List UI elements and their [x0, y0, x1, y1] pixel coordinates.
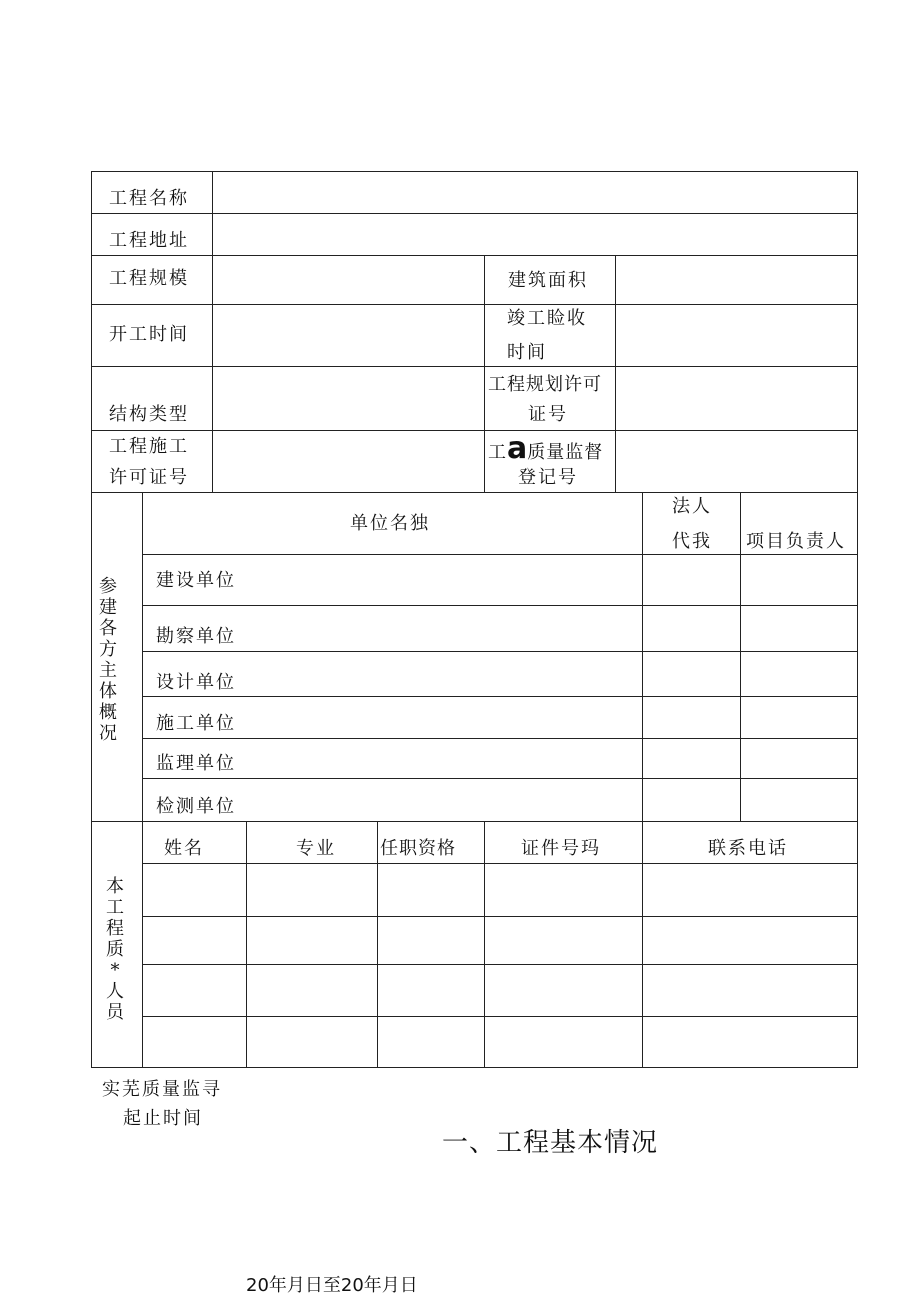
row-divider: [142, 738, 858, 739]
row-divider: [142, 554, 858, 555]
party-row-supervision: 监理单位: [156, 753, 236, 774]
project-name-value[interactable]: [213, 172, 857, 213]
table-border-right: [857, 171, 858, 1068]
supervision-dates: 20年月日至20年月日: [246, 1275, 418, 1296]
col-divider: [377, 821, 378, 1068]
planning-permit-value[interactable]: [616, 367, 857, 430]
col-divider: [142, 492, 143, 1068]
parties-section-label: 参建各方主体概况: [99, 576, 117, 744]
row-divider: [142, 863, 858, 864]
legal-rep-header-line1: 法人: [672, 496, 712, 517]
col-divider: [740, 492, 741, 822]
personnel-header-name: 姓名: [164, 838, 204, 859]
completion-time-value[interactable]: [616, 305, 857, 366]
col-divider: [484, 255, 485, 493]
quality-registration-label-line2: 登记号: [518, 467, 578, 488]
party-row-survey: 勘察单位: [156, 626, 236, 647]
row-divider: [142, 605, 858, 606]
col-divider: [484, 821, 485, 1068]
personnel-header-phone: 联系电话: [708, 838, 788, 859]
col-divider: [642, 492, 643, 822]
construction-permit-label-line2: 许可证号: [109, 467, 189, 488]
section-title: 一、工程基本情况: [442, 1128, 659, 1158]
project-address-value[interactable]: [213, 214, 857, 255]
project-name-label: 工程名称: [109, 188, 189, 209]
row-divider: [142, 651, 858, 652]
quality-registration-value[interactable]: [616, 431, 857, 492]
col-divider: [642, 821, 643, 1068]
completion-time-label-line1: 竣工睑收: [507, 308, 587, 329]
unit-name-header: 单位名独: [350, 513, 430, 534]
row-divider: [91, 492, 858, 493]
quality-registration-label-line1: [488, 431, 604, 466]
personnel-header-id-number: 证件号玛: [521, 838, 601, 859]
planning-permit-label-line1: 工程规划许可: [488, 374, 602, 395]
start-time-value[interactable]: [213, 305, 484, 366]
quality-registration-suffix: 质量监督: [527, 442, 604, 463]
supervision-period-label-line2: 起止时间: [123, 1108, 203, 1129]
row-divider: [142, 696, 858, 697]
row-divider: [142, 778, 858, 779]
completion-time-label-line2: 时间: [507, 342, 547, 363]
construction-permit-value[interactable]: [213, 431, 484, 492]
start-time-label: 开工时间: [109, 324, 189, 345]
row-divider: [142, 916, 858, 917]
construction-permit-label-line1: 工程施工: [109, 436, 189, 457]
party-row-design: 设计单位: [156, 672, 236, 693]
project-scale-label: 工程规模: [109, 268, 189, 289]
structure-type-label: 结构类型: [109, 404, 189, 425]
col-divider: [246, 821, 247, 1068]
party-row-construction: 建设单位: [156, 570, 236, 591]
row-divider: [142, 1016, 858, 1017]
structure-type-value[interactable]: [213, 367, 484, 430]
personnel-header-qualification: 任职资格: [380, 838, 456, 859]
row-divider: [142, 964, 858, 965]
legal-rep-header-line2: 代我: [672, 531, 712, 552]
quality-registration-mark: a: [507, 431, 528, 466]
project-lead-header: 项目负责人: [746, 531, 846, 552]
project-address-label: 工程地址: [109, 230, 189, 251]
building-area-value[interactable]: [616, 256, 857, 304]
party-row-testing: 检测单位: [156, 796, 236, 817]
party-row-contractor: 施工单位: [156, 713, 236, 734]
project-scale-value[interactable]: [213, 256, 484, 304]
planning-permit-label-line2: 证号: [528, 404, 568, 425]
personnel-header-specialty: 专业: [296, 838, 336, 859]
table-border-left: [91, 171, 92, 1068]
supervision-period-label-line1: 实芜质量监寻: [102, 1079, 222, 1100]
building-area-label: 建筑面积: [508, 270, 588, 291]
personnel-section-label: 本工程质*人员: [106, 876, 124, 1023]
row-divider: [91, 821, 858, 822]
table-border-bottom: [91, 1067, 858, 1068]
quality-registration-prefix: 工: [488, 442, 507, 463]
